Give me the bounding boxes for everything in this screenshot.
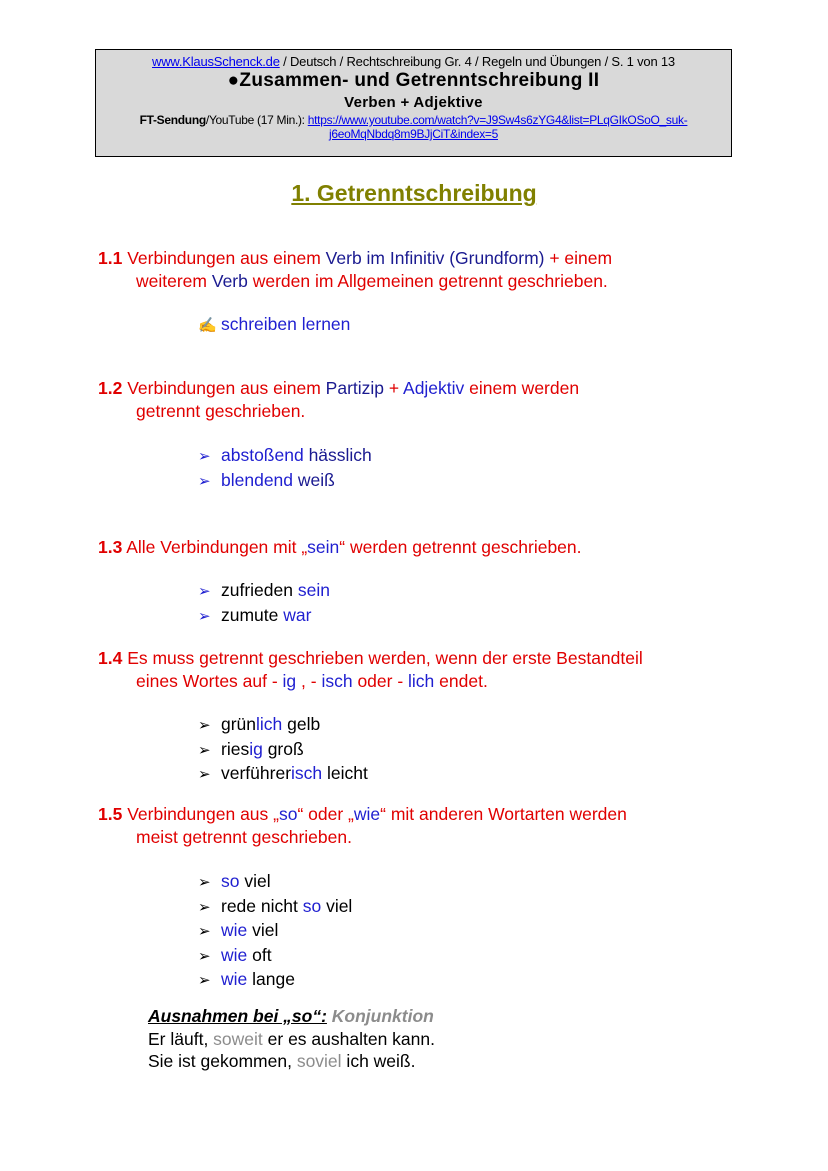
video-reference bbox=[96, 113, 731, 141]
rule-1-3 bbox=[98, 536, 738, 559]
example-text: rede nicht bbox=[221, 895, 303, 916]
exception-text: Er läuft, bbox=[148, 1028, 214, 1049]
example-list-1-5 bbox=[198, 870, 352, 993]
rule-1-4 bbox=[98, 647, 738, 693]
exception-highlight: soviel bbox=[296, 1051, 342, 1071]
example-text: so bbox=[302, 895, 322, 916]
ft-label: FT-Sendung bbox=[139, 113, 206, 127]
rule-highlight: wie bbox=[353, 804, 381, 824]
arrow-bullet-icon: ➢ bbox=[198, 898, 211, 916]
example-text: hässlich bbox=[308, 445, 372, 465]
exceptions-subtitle: Konjunktion bbox=[326, 1006, 434, 1026]
document-title bbox=[96, 70, 731, 92]
rule-text: Alle Verbindungen mit „ bbox=[122, 537, 308, 557]
ft-text: /YouTube (17 Min.): bbox=[205, 113, 308, 127]
exception-text: er es aushalten kann. bbox=[262, 1028, 435, 1049]
rule-text: Verbindungen aus einem bbox=[122, 378, 326, 398]
site-link[interactable]: www.KlausSchenck.de bbox=[152, 54, 280, 69]
example-text: wie bbox=[221, 944, 248, 965]
example-text: lange bbox=[247, 969, 295, 989]
rule-number: 1.2 bbox=[98, 378, 123, 398]
header-breadcrumb-line bbox=[96, 54, 731, 69]
list-item bbox=[198, 919, 352, 944]
section-title-text: 1. Getrenntschreibung bbox=[291, 180, 537, 206]
rule-text: getrennt geschrieben. bbox=[136, 401, 306, 421]
arrow-bullet-icon: ➢ bbox=[198, 607, 211, 625]
example-text: viel bbox=[247, 920, 279, 940]
list-item bbox=[198, 870, 352, 895]
example-text: groß bbox=[262, 738, 304, 759]
example-list-1-1 bbox=[198, 313, 350, 338]
example-text: gelb bbox=[282, 714, 321, 734]
rule-text: “ oder „ bbox=[297, 804, 354, 824]
example-text: schreiben lernen bbox=[221, 314, 351, 334]
rule-text: , - bbox=[296, 671, 322, 691]
example-text: wie bbox=[221, 969, 248, 989]
list-item bbox=[198, 895, 352, 920]
rule-text: “ werden getrennt geschrieben. bbox=[339, 537, 582, 557]
example-text: leicht bbox=[322, 763, 368, 783]
arrow-bullet-icon: ➢ bbox=[198, 717, 211, 734]
rule-text: Es muss getrennt geschrieben werden, wenn der erste Bestandteil bbox=[122, 648, 643, 668]
exception-line bbox=[148, 1050, 435, 1073]
list-item bbox=[198, 738, 368, 763]
arrow-bullet-icon: ➢ bbox=[198, 947, 211, 965]
example-text: ries bbox=[221, 738, 250, 759]
arrow-bullet-icon: ➢ bbox=[198, 972, 211, 989]
rule-highlight: lich bbox=[408, 671, 435, 691]
rule-highlight: Verb im Infinitiv (Grundform) bbox=[325, 248, 545, 268]
example-text: weiß bbox=[297, 469, 335, 490]
rule-text: eines Wortes auf - bbox=[136, 671, 283, 691]
rule-text: endet. bbox=[434, 671, 488, 691]
arrow-bullet-icon: ➢ bbox=[198, 741, 211, 759]
example-text: zufrieden bbox=[221, 580, 298, 600]
writing-hand-icon: ✍ bbox=[198, 317, 217, 334]
video-link-cont[interactable]: j6eoMqNbdq8m9BJjCiT&index=5 bbox=[329, 127, 498, 141]
example-text: viel bbox=[239, 871, 271, 891]
title-text: Zusammen- und Getrenntschreibung II bbox=[239, 70, 600, 91]
rule-text: Verbindungen aus „ bbox=[122, 804, 279, 824]
rule-text: weiterem bbox=[136, 271, 212, 291]
rule-text: oder - bbox=[352, 671, 409, 691]
rule-number: 1.4 bbox=[98, 648, 123, 668]
rule-1-2 bbox=[98, 377, 738, 423]
arrow-bullet-icon: ➢ bbox=[198, 583, 211, 600]
exception-text: Sie ist gekommen, bbox=[148, 1051, 297, 1071]
example-text: lich bbox=[256, 714, 283, 734]
exception-line bbox=[148, 1028, 435, 1051]
rule-text: + bbox=[384, 378, 404, 398]
arrow-bullet-icon: ➢ bbox=[198, 448, 211, 465]
example-text: viel bbox=[321, 895, 353, 916]
arrow-bullet-icon: ➢ bbox=[198, 472, 211, 490]
section-title bbox=[0, 180, 828, 207]
rule-number: 1.3 bbox=[98, 537, 123, 557]
list-item bbox=[198, 313, 350, 338]
exceptions-heading bbox=[148, 1005, 435, 1028]
exception-text: ich weiß. bbox=[341, 1051, 416, 1071]
example-text: wie bbox=[221, 920, 248, 940]
example-text: abstoßend bbox=[221, 445, 309, 465]
rule-text: “ mit anderen Wortarten werden bbox=[380, 804, 627, 824]
title-bullet: ● bbox=[227, 70, 240, 91]
video-link[interactable]: https://www.youtube.com/watch?v=J9Sw4s6zYG4&list=PLqGIkOSoO_suk- bbox=[307, 113, 688, 127]
rule-highlight: Partizip bbox=[325, 378, 385, 398]
arrow-bullet-icon: ➢ bbox=[198, 874, 211, 891]
exception-highlight: soweit bbox=[213, 1028, 263, 1049]
rule-highlight: ig bbox=[282, 671, 297, 691]
example-text: war bbox=[283, 604, 312, 625]
example-text: so bbox=[221, 871, 240, 891]
list-item bbox=[198, 444, 372, 469]
breadcrumb: / Deutsch / Rechtschreibung Gr. 4 / Regeln und Übungen / bbox=[279, 54, 612, 69]
rule-highlight: isch bbox=[321, 671, 353, 691]
list-item bbox=[198, 469, 372, 494]
example-list-1-4 bbox=[198, 713, 368, 787]
example-text: zumute bbox=[221, 604, 284, 625]
exceptions-block bbox=[148, 1005, 435, 1073]
exceptions-title: Ausnahmen bei „so“: bbox=[148, 1006, 327, 1026]
example-text: blendend bbox=[221, 469, 298, 490]
rule-highlight: Verb bbox=[211, 271, 248, 291]
document-subtitle: Verben + Adjektive bbox=[344, 94, 483, 111]
list-item bbox=[198, 968, 352, 993]
list-item bbox=[198, 579, 330, 604]
example-list-1-3 bbox=[198, 579, 330, 628]
example-text: verführer bbox=[221, 763, 292, 783]
arrow-bullet-icon: ➢ bbox=[198, 766, 211, 783]
rule-highlight: sein bbox=[307, 537, 340, 557]
example-text: sein bbox=[297, 580, 330, 600]
rule-highlight: so bbox=[278, 804, 298, 824]
rule-text: werden im Allgemeinen getrennt geschrieben. bbox=[247, 271, 608, 291]
rule-1-1 bbox=[98, 247, 738, 293]
list-item bbox=[198, 944, 352, 969]
rule-1-5 bbox=[98, 803, 738, 849]
rule-text: meist getrennt geschrieben. bbox=[136, 827, 352, 847]
list-item bbox=[198, 762, 368, 787]
example-text: ig bbox=[249, 738, 263, 759]
rule-text: Verbindungen aus einem bbox=[122, 248, 326, 268]
rule-text: einem werden bbox=[464, 378, 580, 398]
rule-highlight: Adjektiv bbox=[403, 378, 465, 398]
list-item bbox=[198, 713, 368, 738]
header-box bbox=[95, 49, 732, 157]
rule-number: 1.1 bbox=[98, 248, 123, 268]
example-text: isch bbox=[291, 763, 323, 783]
example-text: oft bbox=[247, 944, 272, 965]
example-text: grün bbox=[221, 714, 257, 734]
rule-text: + einem bbox=[544, 248, 613, 268]
arrow-bullet-icon: ➢ bbox=[198, 923, 211, 940]
page-number: S. 1 von 13 bbox=[611, 54, 675, 69]
rule-number: 1.5 bbox=[98, 804, 123, 824]
list-item bbox=[198, 604, 330, 629]
example-list-1-2 bbox=[198, 444, 372, 493]
